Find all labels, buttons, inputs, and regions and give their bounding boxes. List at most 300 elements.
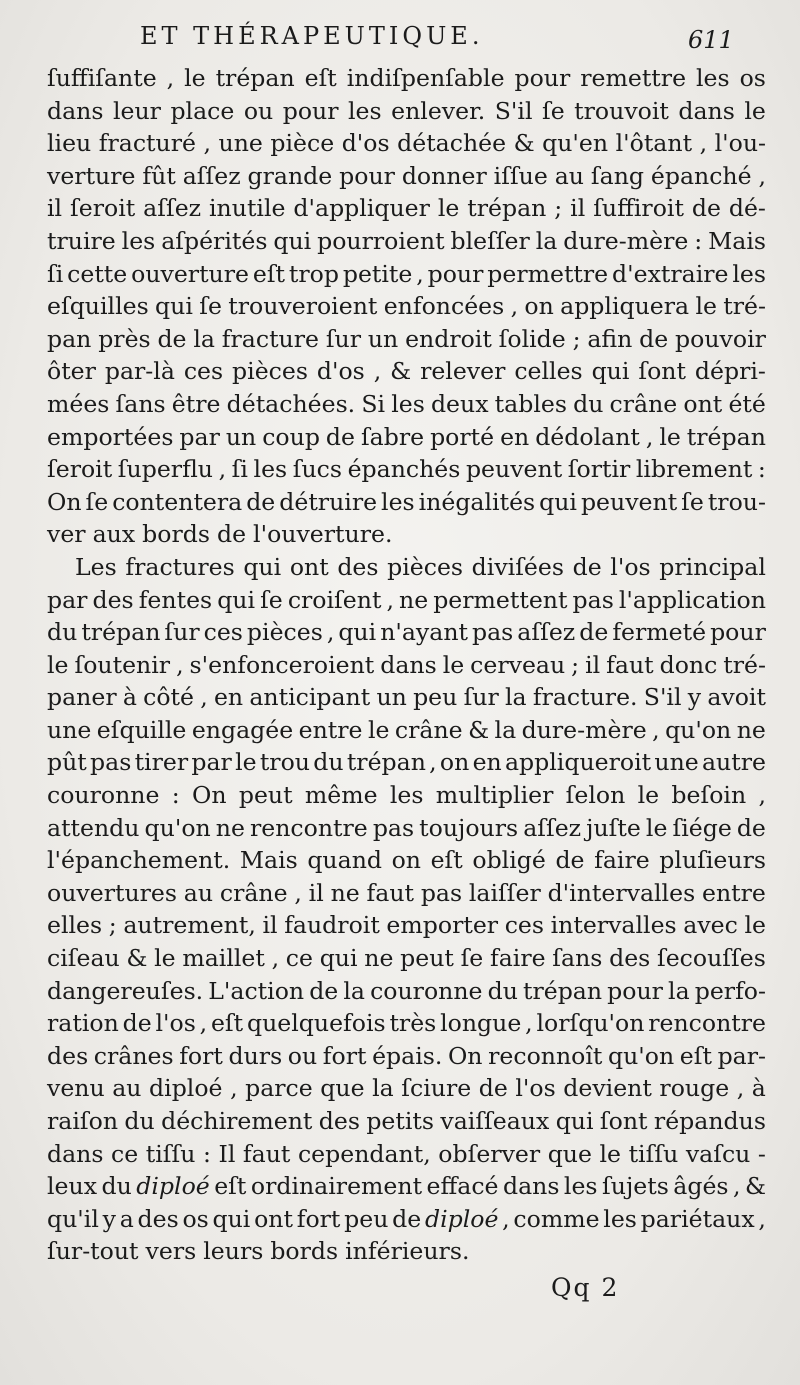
- word: ,: [203, 129, 211, 158]
- word: perfo-: [694, 976, 766, 1005]
- word: longue: [440, 1009, 522, 1038]
- word: ſans: [115, 389, 166, 418]
- word: ,: [758, 781, 766, 810]
- word: ne: [364, 944, 394, 973]
- word: ſeroit: [70, 194, 136, 223]
- word: faut: [606, 650, 654, 679]
- word: crâne: [394, 715, 463, 744]
- word: laiſſer: [468, 878, 541, 907]
- word: des: [318, 1107, 360, 1135]
- word: On: [447, 1041, 483, 1070]
- word: tirer: [134, 748, 189, 777]
- word: de: [157, 324, 187, 353]
- word: obſerver: [438, 1139, 541, 1168]
- word: pariétaux: [640, 1204, 755, 1233]
- word: le: [235, 748, 257, 777]
- word: attendu: [47, 813, 140, 842]
- word: ,: [525, 1009, 533, 1038]
- word: ſi: [47, 259, 64, 288]
- word: un: [376, 683, 407, 712]
- word: &: [468, 715, 490, 744]
- word: pas: [90, 748, 132, 777]
- word: un: [367, 324, 399, 353]
- word: un: [225, 422, 257, 451]
- word: déchirement: [161, 1107, 313, 1135]
- word: le: [599, 1139, 622, 1168]
- word: ouverture: [131, 259, 249, 288]
- text-line: [47, 192, 766, 225]
- word: autrement,: [123, 911, 256, 940]
- word: été: [728, 389, 766, 418]
- word: en: [472, 748, 502, 777]
- word: fentes: [138, 585, 213, 614]
- word: le: [637, 781, 660, 810]
- word: peut: [400, 944, 454, 973]
- text-line: [47, 1007, 766, 1040]
- word: S'il: [643, 683, 682, 712]
- word: fracture: [221, 324, 319, 353]
- word: ,: [271, 944, 280, 973]
- word: relever: [420, 357, 506, 386]
- word: pût: [47, 748, 87, 777]
- word: S'il: [494, 96, 533, 125]
- word: vaiſſeaux: [440, 1107, 550, 1135]
- word: deux: [430, 389, 489, 418]
- word: pas: [472, 618, 514, 647]
- word: aſſez: [517, 618, 576, 647]
- word: Si: [361, 389, 386, 418]
- word: ,: [176, 650, 184, 679]
- word: les: [391, 389, 425, 418]
- text-line: [47, 388, 766, 421]
- text-line: [47, 323, 766, 356]
- word: ſang: [590, 161, 644, 190]
- word: au: [183, 878, 214, 907]
- word: autre: [701, 748, 766, 777]
- word: répandus: [653, 1107, 766, 1135]
- word: au: [554, 161, 584, 190]
- word: des: [47, 1041, 89, 1070]
- word: du: [47, 618, 78, 647]
- word: ſur-tout: [47, 1237, 139, 1266]
- word: ,: [758, 161, 766, 190]
- word: ſuperflu: [117, 455, 214, 484]
- word: ſe: [260, 585, 283, 614]
- word: enlever.: [391, 96, 486, 125]
- word: trépan: [467, 194, 547, 223]
- word: ,: [230, 1074, 238, 1103]
- word: aſſez: [523, 813, 582, 842]
- word: eſt: [304, 64, 337, 92]
- word: leux: [47, 1172, 98, 1201]
- word: coup: [262, 422, 320, 451]
- word: :: [757, 455, 766, 484]
- word: y: [102, 1204, 116, 1233]
- word: On: [192, 781, 227, 810]
- word: aſſez: [143, 194, 202, 223]
- word: peuvent: [465, 455, 563, 484]
- word: qui: [212, 1204, 251, 1233]
- word: devient: [563, 1074, 652, 1103]
- word: couronne: [370, 976, 483, 1005]
- word: y: [687, 683, 702, 712]
- word: dure-mère: [521, 715, 647, 744]
- word: ſur: [325, 324, 362, 353]
- word: fermeté: [612, 618, 707, 647]
- word: ont: [254, 1204, 293, 1233]
- word: diviſées: [471, 552, 564, 581]
- word: eſquilles: [47, 292, 149, 321]
- word: de: [122, 1009, 152, 1038]
- word: librement: [635, 455, 753, 484]
- word: qui: [539, 487, 577, 516]
- word: dans: [502, 1172, 560, 1201]
- word: de: [639, 324, 669, 353]
- word: le: [437, 194, 460, 223]
- word: ordinairement: [250, 1172, 423, 1201]
- word: d'intervalles: [547, 878, 696, 907]
- word: rouge: [659, 1074, 730, 1103]
- word: la: [494, 715, 517, 744]
- word: ſans: [552, 944, 603, 973]
- word: le: [367, 715, 390, 744]
- word: inférieurs.: [345, 1237, 470, 1266]
- word: indiſpenſable: [346, 64, 505, 92]
- word: ſi: [231, 455, 248, 484]
- text-line: [47, 160, 766, 193]
- word: à: [122, 683, 137, 712]
- word: dépri-: [694, 357, 766, 386]
- word: a: [119, 1204, 134, 1233]
- word: détachées.: [226, 389, 356, 418]
- word: n'ayant: [380, 618, 469, 647]
- word: qui: [243, 552, 282, 581]
- word: trou-: [707, 487, 766, 516]
- text-line: [47, 1040, 766, 1073]
- word: cerveau: [470, 650, 566, 679]
- word: crâne: [609, 389, 678, 418]
- word: pour: [607, 976, 663, 1005]
- word: qui: [273, 226, 312, 255]
- word: que: [320, 1074, 365, 1103]
- word: qui: [591, 357, 630, 386]
- word: appliquera: [560, 292, 690, 321]
- word: détruire: [279, 487, 378, 516]
- word: ,: [758, 1204, 766, 1233]
- word: ,: [199, 1009, 208, 1038]
- word: ,: [652, 715, 660, 744]
- word: ſecouſſes: [656, 944, 766, 973]
- word: eſt: [252, 259, 286, 288]
- word: fractures: [125, 552, 235, 581]
- word: faire: [489, 944, 546, 973]
- text-line: [47, 779, 766, 812]
- text-line: [47, 975, 766, 1008]
- word: détachée: [397, 129, 507, 158]
- word: côté: [143, 683, 194, 712]
- word: ,: [386, 585, 394, 614]
- word: l'application: [618, 585, 766, 614]
- word: épais.: [372, 1041, 443, 1070]
- word: la: [372, 1074, 394, 1103]
- word: trépan: [81, 618, 161, 647]
- text-line: [47, 421, 766, 454]
- word: de: [246, 487, 276, 516]
- word: entre: [298, 715, 363, 744]
- word: de: [325, 422, 355, 451]
- word: tiſſu: [628, 1139, 679, 1168]
- word: du: [313, 748, 344, 777]
- word: pas: [372, 813, 415, 842]
- word: beſoin: [671, 781, 747, 810]
- word: rencontre: [250, 813, 368, 842]
- signature-mark: Qq 2: [551, 1273, 620, 1302]
- word: vaſcu: [685, 1139, 751, 1168]
- text-line: [47, 616, 766, 649]
- word: la: [535, 226, 558, 255]
- word: reconnoît: [488, 1041, 603, 1070]
- word: par: [47, 585, 88, 614]
- word: tré-: [723, 650, 766, 679]
- text-line: [47, 551, 766, 584]
- word: Il: [218, 1139, 236, 1168]
- word: pièce: [270, 129, 335, 158]
- word: trou: [259, 748, 310, 777]
- word: le: [659, 422, 681, 451]
- word: ne: [736, 715, 766, 744]
- word: dédolant: [535, 422, 640, 451]
- word: ciſeau: [47, 944, 120, 973]
- word: qu'on: [144, 813, 211, 842]
- word: peuvent: [580, 487, 678, 516]
- word: dé-: [728, 194, 766, 223]
- word: faut: [242, 1139, 291, 1168]
- word: de: [309, 976, 339, 1005]
- word: ſe: [541, 96, 565, 125]
- word: quand: [307, 846, 382, 875]
- word: qu'on: [665, 715, 732, 744]
- word: le: [154, 944, 176, 973]
- word: on: [439, 748, 470, 777]
- word: avec: [683, 911, 738, 940]
- word: comme: [513, 1204, 600, 1233]
- word: petits: [366, 1107, 434, 1135]
- word: ſabre: [360, 422, 425, 451]
- word: ſe: [681, 487, 704, 516]
- word: ;: [572, 324, 581, 353]
- word: qui: [155, 292, 193, 321]
- word: le: [47, 650, 69, 679]
- word: les: [389, 781, 424, 810]
- word: des: [137, 1204, 179, 1233]
- word: tré-: [723, 292, 766, 321]
- word: ,: [200, 683, 208, 712]
- word: anticipant: [249, 683, 371, 712]
- word: de: [392, 1204, 422, 1233]
- word: très: [389, 1009, 437, 1038]
- word: s'enfonceroient: [189, 650, 375, 679]
- word: ôter: [47, 357, 96, 386]
- word: qui: [319, 944, 358, 973]
- word: :: [203, 1139, 211, 1168]
- word: trépan: [215, 64, 295, 92]
- text-line: [47, 746, 766, 779]
- word: ſeroit: [47, 455, 113, 484]
- text-line: [47, 1235, 766, 1268]
- word: multiplier: [435, 781, 554, 810]
- word: -: [757, 1139, 766, 1168]
- word: des: [609, 944, 651, 973]
- word: elles: [47, 911, 103, 940]
- running-title: ET THÉRAPEUTIQUE.: [140, 22, 484, 50]
- word: pouvoir: [675, 324, 766, 353]
- word: cependant,: [297, 1139, 431, 1168]
- word: trouveroient: [228, 292, 378, 321]
- word: ,: [218, 455, 227, 484]
- word: eſt: [679, 1041, 712, 1070]
- word: dans: [678, 96, 735, 125]
- word: de: [478, 1074, 508, 1103]
- word: la: [193, 324, 215, 353]
- text-line: [47, 877, 766, 910]
- word: les: [121, 226, 156, 255]
- word: emportées: [47, 422, 174, 451]
- word: venu: [47, 1074, 105, 1103]
- word: on: [524, 292, 554, 321]
- word: même: [304, 781, 378, 810]
- word: de: [691, 194, 721, 223]
- word: durs: [228, 1041, 283, 1070]
- word: Mais: [239, 846, 298, 875]
- word: dans: [380, 650, 437, 679]
- word: par: [191, 748, 232, 777]
- word: iſſue: [493, 161, 548, 190]
- text-line: [47, 453, 766, 486]
- word: dure-mère: [563, 226, 689, 255]
- word: vers: [145, 1237, 197, 1266]
- word: peut: [238, 781, 293, 810]
- text-line: [47, 62, 766, 95]
- word: :: [171, 781, 180, 810]
- word: qu'en: [542, 129, 609, 158]
- text-line: [47, 258, 766, 291]
- word: donc: [659, 650, 718, 679]
- word: les: [563, 1172, 598, 1201]
- word: ver: [47, 520, 86, 549]
- word: l'ouverture.: [253, 520, 393, 549]
- word: pour: [514, 64, 571, 92]
- word: épanché: [650, 161, 752, 190]
- word: fort: [322, 1041, 367, 1070]
- text-line: [47, 1170, 766, 1203]
- text-line: [47, 942, 766, 975]
- word: l'épanchement.: [47, 846, 231, 875]
- word: paner: [47, 683, 117, 712]
- word: bords: [142, 520, 210, 549]
- word: pas: [572, 585, 614, 614]
- word: crâne: [219, 878, 288, 907]
- word: ſuffiſante: [47, 64, 157, 92]
- word: permettre: [487, 259, 609, 288]
- word: os: [739, 64, 766, 92]
- word: celles: [514, 357, 583, 386]
- word: pluſieurs: [659, 846, 766, 875]
- word: afin: [587, 324, 633, 353]
- word: une: [47, 715, 92, 744]
- word: ſujets: [602, 1172, 669, 1201]
- word: d'os: [341, 129, 390, 158]
- word: fracture.: [532, 683, 638, 712]
- word: pourroient: [317, 226, 445, 255]
- word: trépan: [522, 976, 603, 1005]
- word: pour: [282, 96, 339, 125]
- word: engagée: [191, 715, 294, 744]
- word: ſelon: [565, 781, 626, 810]
- word: les: [732, 259, 766, 288]
- word: pièces: [387, 552, 464, 581]
- word: ſciure: [401, 1074, 472, 1103]
- word: le: [645, 813, 668, 842]
- word: fort: [296, 1204, 341, 1233]
- word: la: [668, 976, 690, 1005]
- word: ,: [645, 422, 654, 451]
- word: ſe: [199, 292, 222, 321]
- word: ne: [399, 585, 429, 614]
- text-line: [47, 584, 766, 617]
- word: l'ôtant: [615, 129, 693, 158]
- word: obligé: [472, 846, 546, 875]
- word: ſur: [164, 618, 200, 647]
- word: ſuffiroit: [593, 194, 684, 223]
- word: eſquille: [96, 715, 187, 744]
- word: enfoncées: [383, 292, 505, 321]
- word: endroit: [405, 324, 492, 353]
- word: des: [337, 552, 379, 581]
- word: trépan: [686, 422, 766, 451]
- word: inutile: [209, 194, 286, 223]
- word: intervalles: [550, 911, 677, 940]
- word: du: [573, 389, 604, 418]
- word: ce: [285, 944, 313, 973]
- word: ſont: [599, 1107, 648, 1135]
- text-line: [47, 1105, 766, 1138]
- text-line: [47, 1072, 766, 1105]
- word: trouvoit: [574, 96, 669, 125]
- word: :: [694, 226, 703, 255]
- word: On: [47, 487, 82, 516]
- word: il: [570, 194, 586, 223]
- word: le: [442, 650, 465, 679]
- word: le: [744, 911, 766, 940]
- word: faire: [594, 846, 650, 875]
- text-line: [47, 909, 766, 942]
- word: en: [500, 422, 530, 451]
- word: ſe: [460, 944, 484, 973]
- word: quelquefois: [246, 1009, 386, 1038]
- word: qui: [555, 1107, 594, 1135]
- word: une: [218, 129, 263, 158]
- word: &: [126, 944, 148, 973]
- word: Les: [75, 552, 117, 581]
- word: ces: [203, 618, 243, 647]
- word: pièces: [246, 618, 323, 647]
- word: pan: [47, 324, 92, 353]
- word: pour: [339, 161, 395, 190]
- word: que: [547, 1139, 592, 1168]
- word: peu: [344, 1204, 389, 1233]
- text-line: [47, 1203, 766, 1236]
- text-line: [47, 844, 766, 877]
